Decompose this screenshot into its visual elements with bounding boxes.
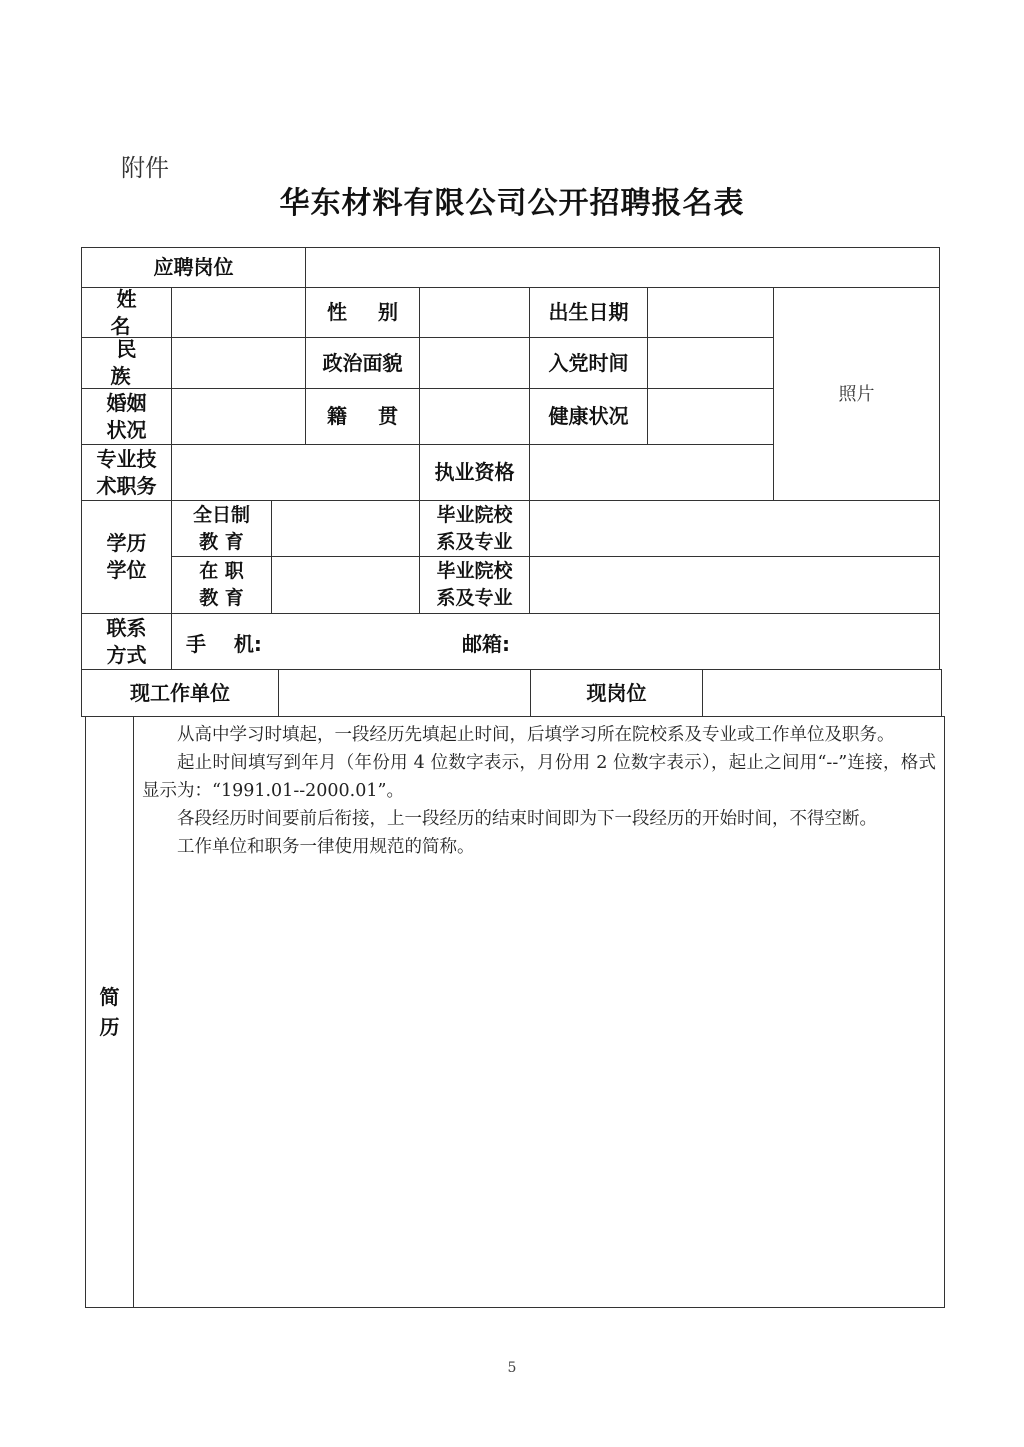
ethnicity-label: 民 族 — [81, 337, 172, 389]
instruction-3: 各段经历时间要前后衔接，上一段经历的结束时间即为下一段经历的开始时间，不得空断。 — [177, 809, 877, 829]
fulltime-school-field[interactable] — [529, 500, 940, 557]
current-post-field[interactable] — [702, 669, 942, 717]
position-label: 应聘岗位 — [81, 247, 306, 288]
birth-label: 出生日期 — [529, 287, 648, 338]
marital-label: 婚姻 状况 — [81, 388, 172, 445]
party-date-label: 入党时间 — [529, 337, 648, 389]
tech-title-label: 专业技 术职务 — [81, 444, 172, 501]
political-label: 政治面貌 — [305, 337, 420, 389]
page-number: 5 — [507, 1360, 517, 1376]
current-post-label: 现岗位 — [530, 669, 703, 717]
health-label: 健康状况 — [529, 388, 648, 445]
contact-label: 联系 方式 — [81, 613, 172, 670]
employer-field[interactable] — [278, 669, 531, 717]
inservice-education-field[interactable] — [271, 556, 420, 614]
inservice-education-label: 在 职 教 育 — [171, 556, 272, 614]
phone-field[interactable]: 手 机: — [186, 632, 262, 656]
tech-title-field[interactable] — [171, 444, 420, 501]
fulltime-education-field[interactable] — [271, 500, 420, 557]
origin-label: 籍 贯 — [305, 388, 420, 445]
political-field[interactable] — [419, 337, 530, 389]
instruction-1: 从高中学习时填起，一段经历先填起止时间，后填学习所在院校系及专业或工作单位及职务。 — [177, 725, 895, 745]
party-date-field[interactable] — [647, 337, 774, 389]
fulltime-education-label: 全日制 教 育 — [171, 500, 272, 557]
photo-box[interactable] — [773, 287, 940, 501]
attachment-label: 附件 — [121, 154, 169, 182]
qualification-field[interactable] — [529, 444, 774, 501]
inservice-school-field[interactable] — [529, 556, 940, 614]
origin-field[interactable] — [419, 388, 530, 445]
fulltime-school-label: 毕业院校 系及专业 — [419, 500, 530, 557]
name-label: 姓 名 — [81, 287, 172, 338]
qualification-label: 执业资格 — [419, 444, 530, 501]
gender-label: 性 别 — [305, 287, 420, 338]
resume-label: 简 历 — [85, 716, 134, 1308]
position-field[interactable] — [305, 247, 940, 288]
contact-row — [171, 613, 940, 670]
photo-label: 照片 — [838, 383, 875, 405]
ethnicity-field[interactable] — [171, 337, 306, 389]
birth-field[interactable] — [647, 287, 774, 338]
inservice-school-label: 毕业院校 系及专业 — [419, 556, 530, 614]
email-field[interactable]: 邮箱: — [462, 632, 510, 656]
instruction-2: 起止时间填写到年月（年份用 4 位数字表示，月份用 2 位数字表示），起止之间用“--”连接，格式显示为：“1991.01--2000.01”。 — [142, 753, 936, 801]
resume-instructions — [142, 721, 936, 861]
form-title: 华东材料有限公司公开招聘报名表 — [279, 186, 745, 221]
education-label: 学历 学位 — [81, 500, 172, 614]
name-field[interactable] — [171, 287, 306, 338]
gender-field[interactable] — [419, 287, 530, 338]
employer-label: 现工作单位 — [81, 669, 279, 717]
instruction-4: 工作单位和职务一律使用规范的简称。 — [177, 837, 475, 857]
marital-field[interactable] — [171, 388, 306, 445]
health-field[interactable] — [647, 388, 774, 445]
resume-field[interactable] — [133, 716, 945, 1308]
